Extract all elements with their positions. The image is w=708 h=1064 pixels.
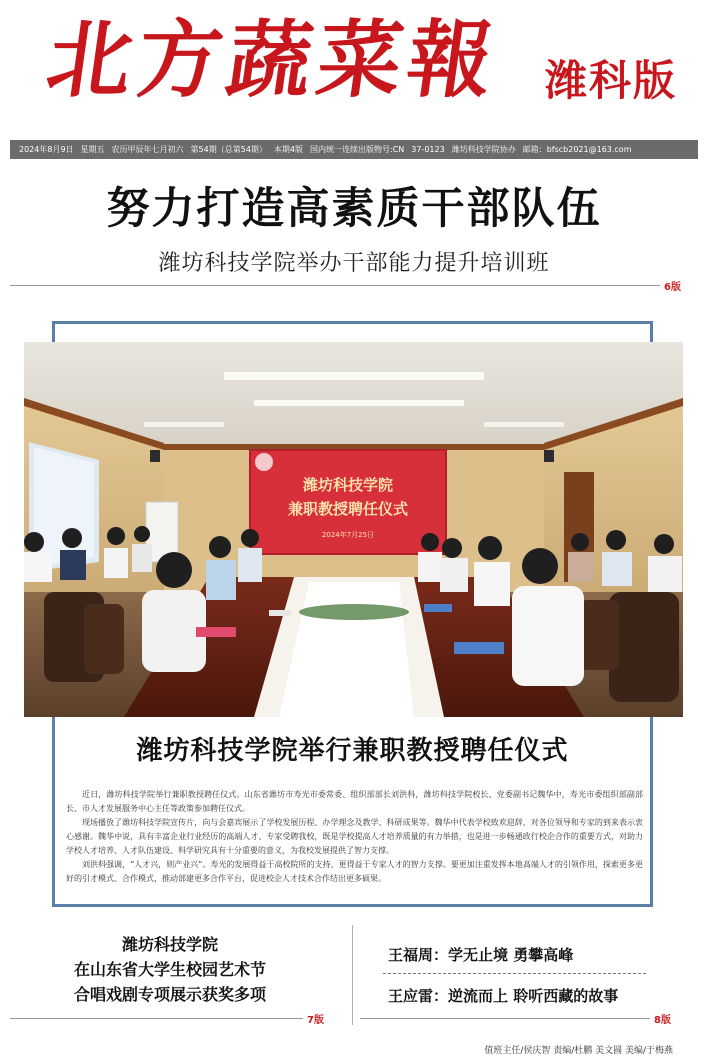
issue-co-organizer: 潍坊科技学院协办 [451,145,516,154]
lead-headline: 努力打造高素质干部队伍 [106,184,602,234]
issue-weekday: 星期五 [80,145,105,154]
dashed-divider [383,973,646,974]
issue-serial-number: 37-0123 [411,145,445,154]
masthead [0,0,708,135]
issue-email: 邮箱：bfscb2021@163.com [522,145,632,154]
feature-article-body [66,788,643,886]
article-paragraph: 近日，潍坊科技学院举行兼职教授聘任仪式。山东省潍坊市寿光市委常委、组织部部长刘洪科，潍坊科技学院校长、党委副书记魏华中，寿光市委组织部副部长、市人才发展服务中心主任等政策参加聘任仪式。 [66,790,643,813]
teaser-right-page-ref[interactable]: 8版 [654,1015,671,1026]
teaser-left-line: 在山东省大学生校园艺术节 [73,960,266,979]
teaser-left-line: 合唱戏剧专项展示获奖多项 [73,985,266,1004]
divider [360,1018,650,1019]
edition-label: 潍科版 [545,56,678,105]
issue-page-count: 本期4版 [273,145,303,154]
issue-serial-label: 国内统一连续出版物号:CN [310,145,405,154]
article-paragraph: 刘洪科强调，“人才兴，则产业兴”。寿光的发展得益于高校院所的支持、更得益于专家人才的智力支撑。要更加注重发挥本地高端人才的引领作用，探索更多更好的引才模式、合作模式，推动部建更多合作平台，促进校企人才技术合作结出更多硕果。 [66,860,643,883]
screen-title-line2: 兼职教授聘任仪式 [287,500,409,518]
feature-photo [24,342,683,717]
issue-number: 第54期（总第54期） [190,145,267,154]
editorial-credits: 值班主任/侯庆智 责编/杜鹏 美文圆 美编/于梅燕 [484,1046,673,1056]
teaser-left[interactable] [0,932,340,1007]
screen-title-line1: 潍坊科技学院 [302,476,394,494]
newspaper-logo: 北方蔬菜報 [41,10,506,109]
lead-subheadline: 潍坊科技学院举办干部能力提升培训班 [158,251,550,276]
issue-date: 2024年8月9日 [19,145,74,154]
screen-date: 2024年7月25日 [321,531,375,539]
issue-lunar-date: 农历甲辰年七月初六 [111,145,184,154]
divider [10,1018,303,1019]
teaser-left-line: 潍坊科技学院 [121,935,218,954]
article-paragraph: 现场播放了潍坊科技学院宣传片，向与会嘉宾展示了学校发展历程、办学理念及教学、科研成果等。魏华中代表学校致欢迎辞，对各位领导和专家的到来表示衷心感谢。魏华中说，具有丰富企业行业经历的高端人才、专家受聘我校，既是学校提高人才培养质量的有力举措，也是进一步畅通政行校企合作的重要方式，对助力学校人才培养、人才队伍建设、科学研究具有十分重要的意义，为我校发展提供了智力支撑。 [66,818,643,855]
teaser-right-2[interactable]: 王应雷：逆流而上 聆听西藏的故事 [388,987,619,1005]
teaser-right-1[interactable]: 王福周：学无止境 勇攀高峰 [388,946,574,964]
divider [10,285,660,286]
column-divider [352,925,353,1025]
issue-info-bar [10,140,698,159]
lead-page-ref[interactable]: 6版 [664,282,681,293]
feature-headline: 潍坊科技学院举行兼职教授聘任仪式 [136,736,569,766]
teaser-left-page-ref[interactable]: 7版 [307,1015,324,1026]
